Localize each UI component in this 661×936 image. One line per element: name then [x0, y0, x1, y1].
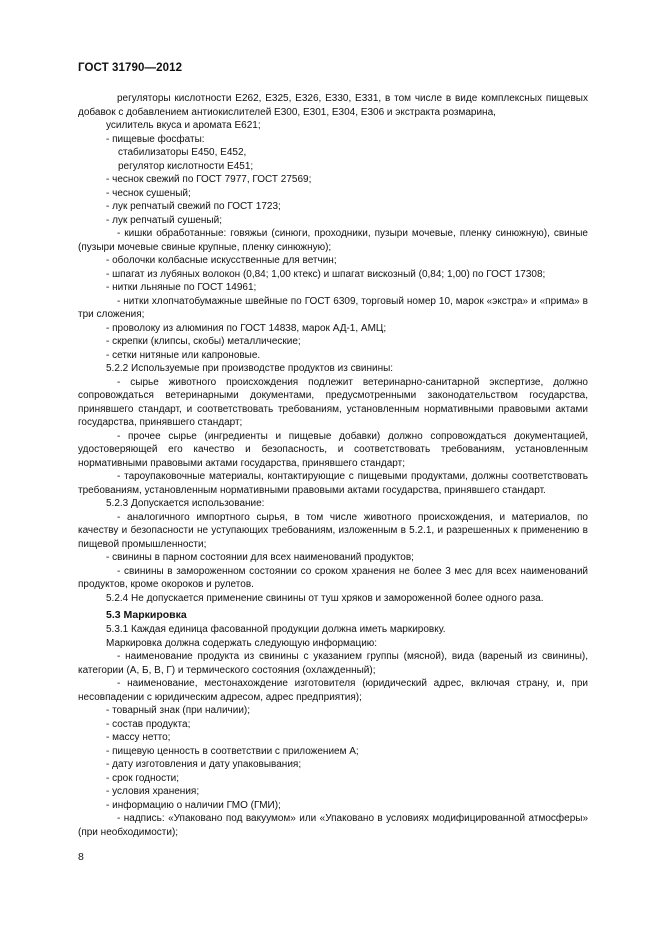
- paragraph: усилитель вкуса и аромата Е621;: [106, 120, 261, 131]
- paragraph: - сетки нитяные или капроновые.: [106, 349, 261, 361]
- paragraph: - чеснок сушеный;: [106, 187, 191, 199]
- paragraph: - дату изготовления и дату упаковывания;: [106, 759, 302, 770]
- paragraph: - аналогичного импортного сырья, в том числе животного происхождения, и материалов, по качеству и безопасности не уступающих требованиям, изложенным в 5.2.1, и разрешенных к применению в пищевой промышленности;: [78, 511, 588, 550]
- page-header: ГОСТ 31790—2012: [78, 62, 183, 74]
- paragraph: - кишки обработанные: говяжьи (синюги, проходники, пузыри мочевые, пленку синюжную), свиные (пузыри мочевые свиные крупные, пленку синюжную);: [78, 228, 588, 253]
- paragraph: 5.2.4 Не допускается применение свинины от туш хряков и замороженной более одного раза.: [106, 592, 544, 604]
- paragraph: - информацию о наличии ГМО (ГМИ);: [106, 799, 281, 811]
- paragraph: - нитки льняные по ГОСТ 14961;: [106, 282, 257, 293]
- paragraph: - условия хранения;: [106, 786, 200, 797]
- paragraph: - состав продукта;: [106, 718, 191, 730]
- paragraph: 5.2.2 Используемые при производстве продуктов из свинины:: [106, 363, 394, 374]
- paragraph: - прочее сырье (ингредиенты и пищевые добавки) должно сопровождаться документацией, удостоверяющей его качество и безопасность, и соответствовать требованиям, установленным нормативными правовыми актами государства, принявшего стандарт;: [78, 430, 588, 469]
- paragraph: - срок годности;: [106, 772, 180, 784]
- paragraph: регулятор кислотности Е451;: [118, 160, 254, 172]
- paragraph: - нитки хлопчатобумажные швейные по ГОСТ 6309, торговый номер 10, марок «экстра» и «прима» в три сложения;: [78, 295, 588, 320]
- paragraph: - проволоку из алюминия по ГОСТ 14838, марок АД-1, АМЦ;: [106, 322, 387, 334]
- page-number: 8: [78, 851, 84, 863]
- paragraph: - пищевые фосфаты:: [106, 133, 205, 145]
- paragraph: - наименование продукта из свинины с указанием группы (мясной), вида (вареный из свинины), категории (А, Б, В, Г) и термического состояния (охлажденный);: [78, 651, 588, 676]
- paragraph: - шпагат из лубяных волокон (0,84; 1,00 ктекс) и шпагат вискозный (0,84; 1,00) по ГОСТ 17308;: [106, 268, 546, 280]
- paragraph: - скрепки (клипсы, скобы) металлические;: [106, 336, 301, 347]
- paragraph: - лук репчатый сушеный;: [106, 214, 222, 226]
- paragraph: Маркировка должна содержать следующую информацию:: [106, 637, 378, 649]
- section-heading: 5.3 Маркировка: [106, 609, 187, 621]
- paragraph: - сырье животного происхождения подлежит ветеринарно-санитарной экспертизе, должно сопровождаться ветеринарными документами, предусмотренными законодательством государства, принявшего стандарт, и соответствовать требованиям, установленным нормативными правовыми актами государства, принявшего стандарт;: [78, 376, 588, 428]
- paragraph: - свинины в парном состоянии для всех наименований продуктов;: [106, 552, 414, 563]
- paragraph: - тароупаковочные материалы, контактирующие с пищевыми продуктами, должны соответствовать требованиям, установленным нормативными правовыми актами государства, принявшего стандарт.: [78, 471, 588, 496]
- paragraph: 5.2.3 Допускается использование:: [106, 498, 265, 509]
- paragraph: - лук репчатый свежий по ГОСТ 1723;: [106, 201, 281, 212]
- paragraph: 5.3.1 Каждая единица фасованной продукции должна иметь маркировку.: [106, 624, 446, 635]
- paragraph: - наименование, местонахождение изготовителя (юридический адрес, включая страну, и, при несовпадении с юридическим адресом, адрес предприятия);: [78, 678, 588, 703]
- paragraph: - надпись: «Упаковано под вакуумом» или «Упаковано в условиях модифицированной атмосферы» (при необходимости);: [78, 813, 588, 838]
- paragraph: - пищевую ценность в соответствии с приложением А;: [106, 745, 359, 757]
- paragraph: регуляторы кислотности Е262, Е325, Е326, Е330, Е331, в том числе в виде комплексных пищевых добавок с добавлением антиокислителей Е300, Е301, Е304, Е306 и экстракта розмарина,: [78, 93, 588, 118]
- paragraph: - чеснок свежий по ГОСТ 7977, ГОСТ 27569;: [106, 174, 312, 185]
- paragraph: - свинины в замороженном состоянии со сроком хранения не более 3 мес для всех наименований продуктов, кроме окороков и рулетов.: [78, 565, 588, 590]
- paragraph: стабилизаторы Е450, Е452,: [118, 147, 247, 158]
- paragraph: - оболочки колбасные искусственные для ветчин;: [106, 255, 337, 266]
- document-body: [78, 92, 588, 839]
- paragraph: - массу нетто;: [106, 732, 171, 743]
- paragraph: - товарный знак (при наличии);: [106, 705, 251, 716]
